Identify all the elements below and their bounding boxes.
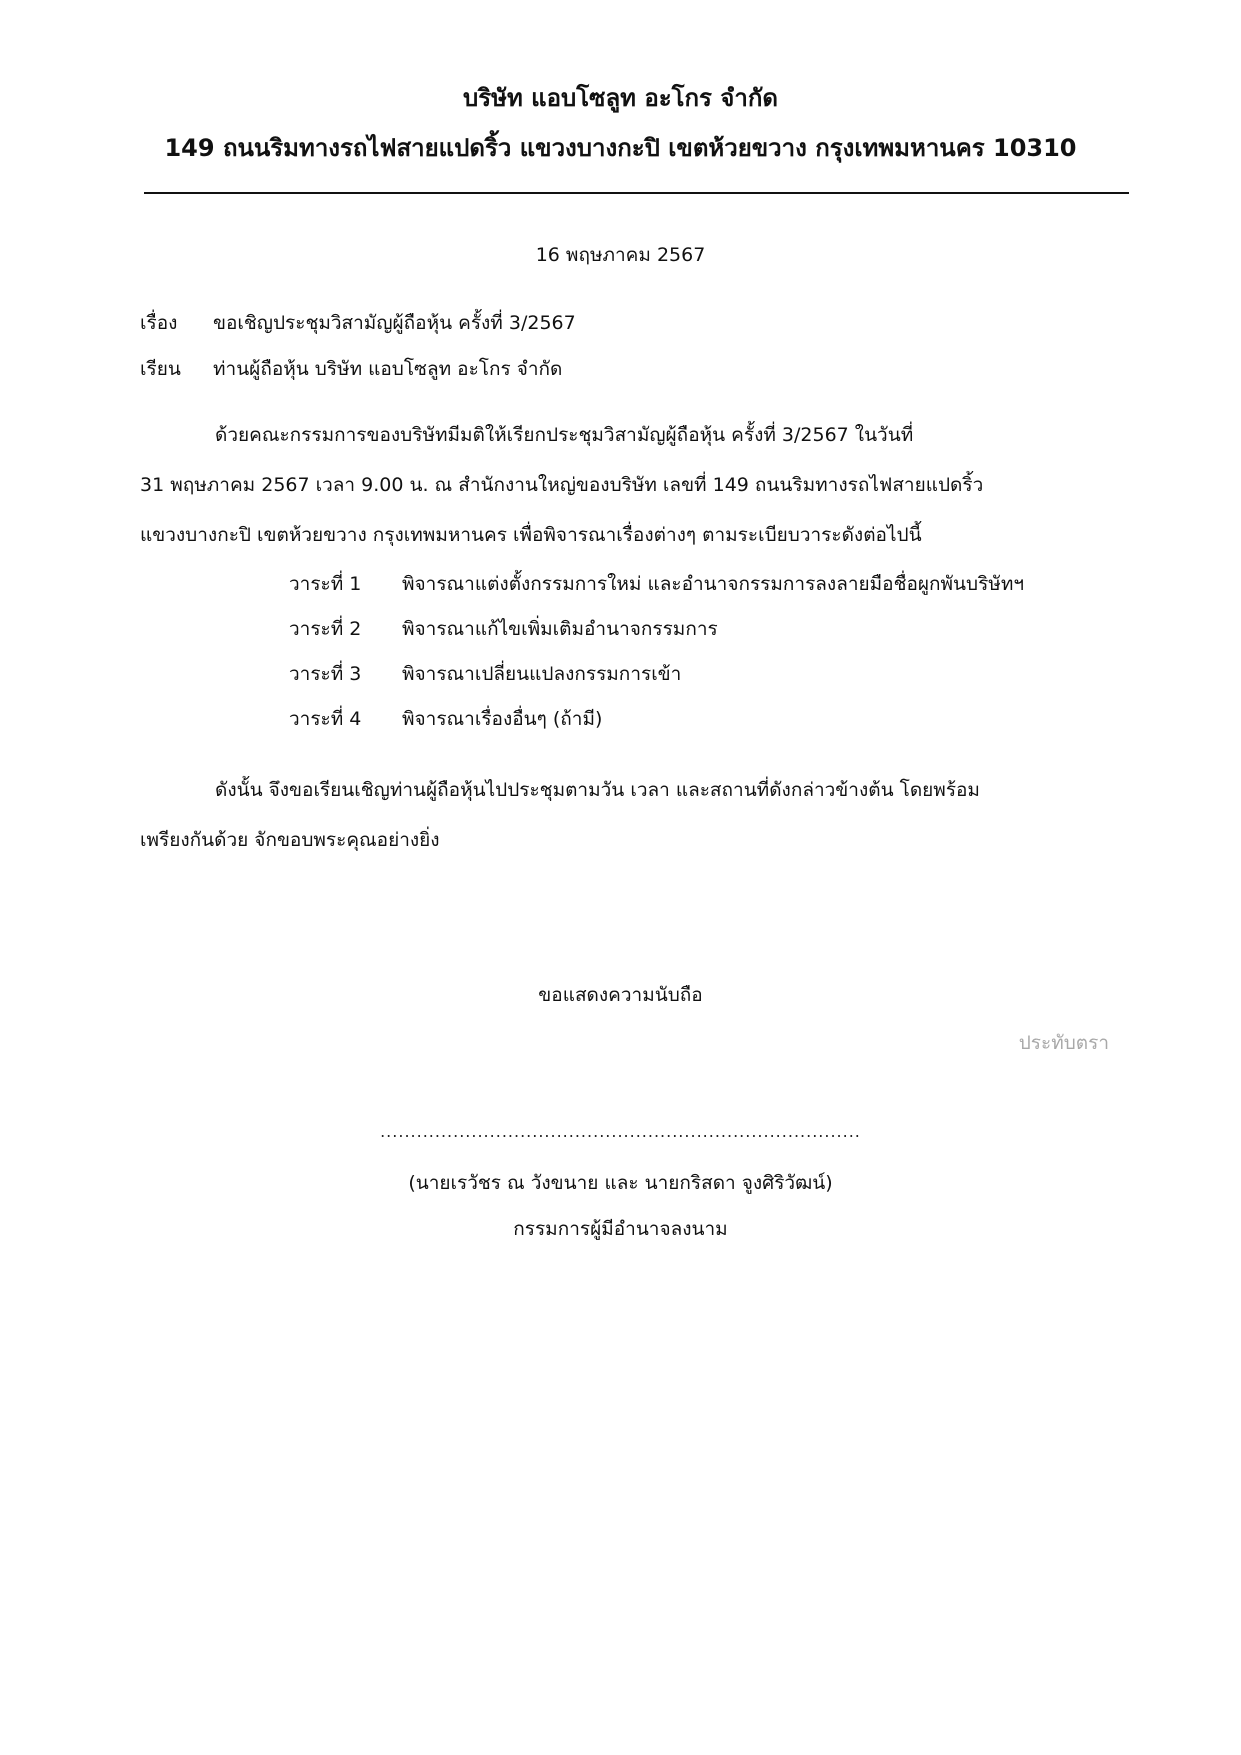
signer-names: (นายเรวัชร ณ วังขนาย และ นายกริสดา จูงศิริวัฒน์) [408, 1172, 833, 1194]
agenda-text: พิจารณาเปลี่ยนแปลงกรรมการเข้า [402, 663, 682, 685]
body-line: 31 พฤษภาคม 2567 เวลา 9.00 น. ณ สำนักงานใหญ่ของบริษัท เลขที่ 149 ถนนริมทางรถไฟสายแปดริ้ว [140, 474, 984, 496]
agenda-item [289, 607, 1024, 652]
agenda-item [289, 562, 1024, 607]
recipient-label: เรียน [140, 358, 181, 380]
recipient-text: ท่านผู้ถือหุ้น บริษัท แอบโซลูท อะโกร จำกัด [213, 358, 563, 380]
recipient-row [140, 354, 562, 384]
header-divider [144, 192, 1129, 194]
subject-label: เรื่อง [140, 312, 178, 334]
body-line: ด้วยคณะกรรมการของบริษัทมีมติให้เรียกประชุมวิสามัญผู้ถือหุ้น ครั้งที่ 3/2567 ในวันที่ [215, 424, 914, 446]
agenda-label: วาระที่ 2 [289, 618, 362, 640]
agenda-label: วาระที่ 1 [289, 573, 362, 595]
agenda-list [289, 562, 1024, 742]
closing-paragraph [140, 765, 1120, 865]
body-paragraph [140, 410, 1120, 560]
company-name: บริษัท แอบโซลูท อะโกร จำกัด [463, 84, 778, 112]
closing-line: ดังนั้น จึงขอเรียนเชิญท่านผู้ถือหุ้นไปประชุมตามวัน เวลา และสถานที่ดังกล่าวข้างต้น โดยพร้อม [215, 779, 980, 801]
stamp-placeholder: ประทับตรา [1018, 1032, 1109, 1054]
signer-title: กรรมการผู้มีอำนาจลงนาม [513, 1218, 728, 1240]
agenda-text: พิจารณาแก้ไขเพิ่มเติมอำนาจกรรมการ [402, 618, 718, 640]
agenda-label: วาระที่ 4 [289, 708, 362, 730]
agenda-text: พิจารณาแต่งตั้งกรรมการใหม่ และอำนาจกรรมการลงลายมือชื่อผูกพันบริษัทฯ [402, 573, 1025, 595]
agenda-item [289, 697, 1024, 742]
closing-regards: ขอแสดงความนับถือ [538, 984, 703, 1006]
company-address: 149 ถนนริมทางรถไฟสายแปดริ้ว แขวงบางกะปิ เขตห้วยขวาง กรุงเทพมหานคร 10310 [164, 134, 1077, 162]
agenda-label: วาระที่ 3 [289, 663, 362, 685]
letter-date: 16 พฤษภาคม 2567 [535, 244, 706, 266]
agenda-text: พิจารณาเรื่องอื่นๆ (ถ้ามี) [402, 708, 603, 730]
agenda-item [289, 652, 1024, 697]
signature-line: ............................................................................... [380, 1122, 861, 1141]
body-line: แขวงบางกะปิ เขตห้วยขวาง กรุงเทพมหานคร เพื่อพิจารณาเรื่องต่างๆ ตามระเบียบวาระดังต่อไปนี้ [140, 524, 922, 546]
closing-line: เพรียงกันด้วย จักขอบพระคุณอย่างยิ่ง [140, 829, 440, 851]
subject-row [140, 308, 576, 338]
subject-text: ขอเชิญประชุมวิสามัญผู้ถือหุ้น ครั้งที่ 3/2567 [213, 312, 576, 334]
